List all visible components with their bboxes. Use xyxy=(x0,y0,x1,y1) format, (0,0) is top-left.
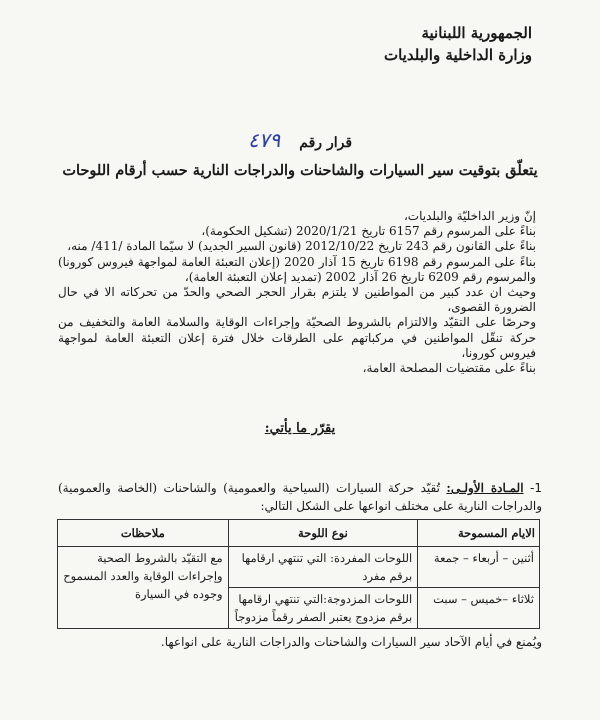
days-cell: ثلاثاء –خميس – سبت xyxy=(418,588,540,629)
header-days: الايام المسموحة xyxy=(418,520,540,547)
decision-subject: يتعلّق بتوقيت سير السيارات والشاحنات والدراجات النارية حسب أرقام اللوحات xyxy=(62,162,538,179)
preamble-line: بناءً على القانون رقم 243 تاريخ 2012/10/22 (قانون السير الجديد) لا سيّما المادة /411/ منه، xyxy=(67,239,536,254)
preamble-line: إنّ وزير الداخليّة والبلديات، xyxy=(403,209,536,223)
allowed-days-table xyxy=(57,519,540,629)
article-title: المـادة الأولـى: xyxy=(446,481,524,495)
article-1 xyxy=(58,479,542,515)
decision-line xyxy=(0,128,600,152)
preamble-line: بناءً على مقتضيات المصلحة العامة، xyxy=(362,361,536,376)
preamble-line: وحرصًا على التقيّد والالتزام بالشروط الصحيّة وإجراءات الوقاية والسلامة العامة والتخفيف من حركة تنقّل المواطنين في مركباتهم على الطرقات خلال فترة إعلان التعبئة العامة لمواجهة فيروس كورونا، xyxy=(58,315,536,360)
plate-cell: اللوحات المفردة: التي تنتهي ارقامها برقم مفرد xyxy=(228,547,418,588)
letterhead xyxy=(384,22,532,66)
closing-paragraph: ويُمنع في أيام الآحاد سير السيارات والشاحنات والدراجات النارية على انواعها. xyxy=(160,635,542,649)
decides-heading: يقرّر ما يأتي: xyxy=(264,421,336,436)
header-notes: ملاحظات xyxy=(58,520,229,547)
ministry-name: وزارة الداخلية والبلديات xyxy=(383,46,532,64)
republic-name: الجمهورية اللبنانية xyxy=(421,24,532,42)
days-cell: أثنين – أربعاء – جمعة xyxy=(418,547,540,588)
decision-number-handwritten: ٤٧٩ xyxy=(247,128,281,152)
preamble-line: بناءً على المرسوم رقم 6157 تاريخ 2020/1/21 (تشكيل الحكومة)، xyxy=(201,224,536,239)
plate-cell: اللوحات المزدوجة:التي تنتهي ارقامها برقم مزدوج يعتبر الصفر رقماً مزدوجاً xyxy=(228,588,418,629)
preamble-line: بناءً على المرسوم رقم 6198 تاريخ 15 آذار 2020 (إعلان التعبئة العامة لمواجهة فيروس كورونا) والمرسوم رقم 6209 تاريخ 26 آذار 2002 (تمديد إعلان التعبئة العامة)، xyxy=(58,254,537,284)
notes-cell: مع التقيّد بالشروط الصحية وإجراءات الوقاية والعدد المسموح وجوده في السيارة xyxy=(58,547,229,629)
table-row xyxy=(58,547,540,588)
header-plate: نوع اللوحة xyxy=(228,520,418,547)
table-header-row xyxy=(58,520,540,547)
preamble-line: وحيث ان عدد كبير من المواطنين لا يلتزم بقرار الحجر الصحي والحدّ من تحركاته الا في حال الضرورة القصوى، xyxy=(58,285,536,315)
article-number: 1- xyxy=(530,481,543,495)
article-text: تُقيّد حركة السيارات (السياحية والعمومية) والشاحنات (الخاصة والعمومية) والدراجات النارية على مختلف انواعها على الشكل التالي: xyxy=(58,481,542,513)
preamble xyxy=(58,209,536,376)
decision-label: قرار رقم xyxy=(299,135,353,151)
